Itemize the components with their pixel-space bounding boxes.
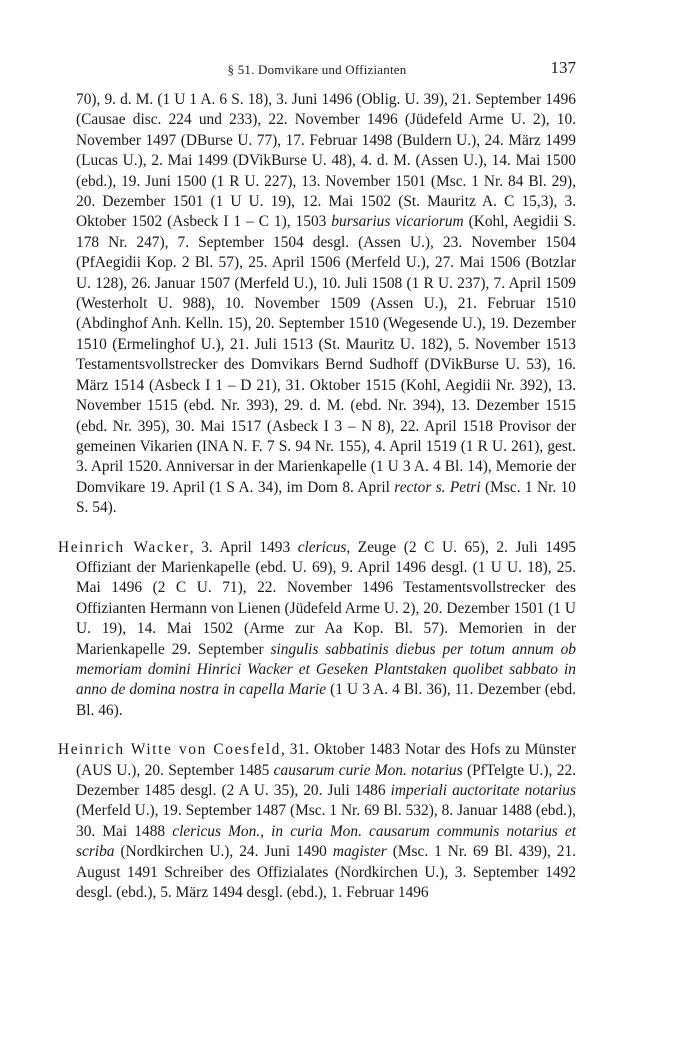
running-header xyxy=(58,58,576,82)
text-segment: , 3. April 1493 xyxy=(189,538,298,556)
text-segment: (Msc. 1 Nr. 69 Bl. 439), 21. August 1491 Schreiber des Offizialates (Nordkirchen U.), 3. September 1492 desgl. (ebd.), 5. März 1494 desgl. (ebd.), 1. Februar 1496 xyxy=(76,843,577,902)
italic-text: clericus Mon., in curia Mon. causarum communis notarius et scriba xyxy=(76,822,577,861)
entry-name: Heinrich Witte von Coesfeld xyxy=(58,741,281,759)
text-segment: 70), 9. d. M. (1 U 1 A. 6 S. 18), 3. Juni 1496 (Oblig. U. 39), 21. September 1496 (Causae disc. 224 und 233), 22. November 1496 (Jüdefeld Arme U. 2), 10. November 1497 (DBurse U. 77), 17. Februar 1498 (Buldern U.), 24. März 1499 (Lucas U.), 2. Mai 1499 (DVikBurse U. 48), 4. d. M. (Assen U.), 14. Mai 1500 (ebd.), 19. Juni 1500 (1 R U. 227), 13. November 1501 (Msc. 1 Nr. 84 Bl. 29), 20. Dezember 1501 (1 U U. 19), 12. Mai 1502 (St. Mauritz A. C 15,3), 3. Oktober 1502 (Asbeck I 1 – C 1), 1503 xyxy=(76,91,576,231)
page-number: 137 xyxy=(550,58,576,77)
text-segment: (Msc. 1 Nr. 10 S. 54). xyxy=(76,478,576,517)
entry-name: Heinrich Wacker xyxy=(58,538,190,556)
italic-text: rector s. Petri xyxy=(394,478,481,496)
text-segment: (Kohl, Aegidii S. 178 Nr. 247), 7. September 1504 desgl. (Assen U.), 23. November 1504 (PfAegidii Kop. 2 Bl. 57), 25. April 1506 (Merfeld U.), 27. Mai 1506 (Botzlar U. 128), 26. Januar 1507 (Merfeld U.), 10. Juli 1508 (1 R U. 237), 7. April 1509 (Westerholt U. 988), 10. November 1509 (Assen U.), 21. Februar 1510 (Abdinghof Anh. Kelln. 15), 20. September 1510 (Wegesende U.), 19. Dezember 1510 (Ermelinghof U.), 21. Juli 1513 (St. Mauritz U. 182), 5. November 1513 Testamentsvollstrecker des Domvikars Bernd Sudhoff (DVikBurse U. 53), 16. März 1514 (Asbeck I 1 – D 21), 31. Oktober 1515 (Kohl, Aegidii Nr. 392), 13. November 1515 (ebd. Nr. 393), 29. d. M. (ebd. Nr. 394), 13. Dezember 1515 (ebd. Nr. 395), 30. Mai 1517 (Asbeck I 3 – N 8), 22. April 1518 Provisor der gemeinen Vikarien (INA N. F. 7 S. 94 Nr. 155), 4. April 1519 (1 R U. 261), gest. 3. April 1520. Anniversar in der Marienkapelle (1 U 3 A. 4 Bl. 14), Memorie der Domvikare 19. April (1 S A. 34), im Dom 8. April xyxy=(76,213,577,496)
text-segment: (Nordkirchen U.), 24. Juni 1490 xyxy=(114,843,333,861)
entry-heinrich-witte-von-coesfeld xyxy=(58,740,576,903)
italic-text: bursarius vicariorum xyxy=(331,213,464,231)
running-title: § 51. Domvikare und Offizianten xyxy=(227,62,407,77)
italic-text: clericus xyxy=(297,538,347,556)
text-segment: (PfTelgte U.), 22. Dezember 1485 desgl. (2 A U. 35), 20. Juli 1486 xyxy=(76,761,576,799)
italic-text: imperiali auctoritate notarius xyxy=(390,782,576,799)
text-segment: , 31. Oktober 1483 Notar des Hofs zu Münster (AUS U.), 20. September 1485 xyxy=(76,741,576,779)
text-segment: , Zeuge (2 C U. 65), 2. Juli 1495 Offiziant der Marienkapelle (ebd. U. 69), 9. April 1496 desgl. (1 U U. 18), 25. Mai 1496 (2 C U. 71), 22. November 1496 Testamentsvollstrecker des Offizianten Hermann von Lienen (Jüdefeld Arme U. 2), 20. Dezember 1501 (1 U U. 19), 14. Mai 1502 (Arme zur Aa Kop. Bl. 57). Memorien in der Marienkapelle 29. September xyxy=(76,538,576,658)
entry-continued xyxy=(58,90,576,519)
italic-text: singulis sabbatinis diebus per totum annum ob memoriam domini Hinrici Wacker et Geseken Plantstaken quolibet sabbato in anno de domina nostra in capella Marie xyxy=(76,640,576,699)
italic-text: magister xyxy=(332,843,387,861)
text-segment: (1 U 3 A. 4 Bl. 36), 11. Dezember (ebd. Bl. 46). xyxy=(76,681,577,719)
body-text xyxy=(58,90,576,903)
entry-heinrich-wacker xyxy=(58,538,576,722)
italic-text: causarum curie Mon. notarius xyxy=(273,761,463,779)
text-segment: (Merfeld U.), 19. September 1487 (Msc. 1 Nr. 69 Bl. 532), 8. Januar 1488 (ebd.), 30. Mai 1488 xyxy=(76,802,576,840)
